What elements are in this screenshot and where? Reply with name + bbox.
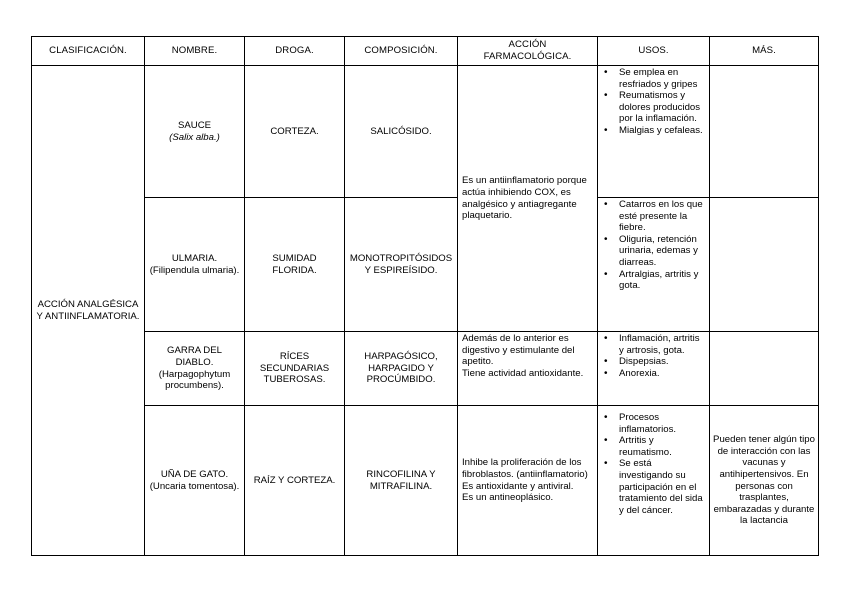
list-item: • Dispepsias. [602,356,705,368]
plant-classification-table [31,36,819,556]
uses-list [602,333,705,379]
plant-name-cell: UÑA DE GATO. (Uncaria tomentosa). [145,406,245,556]
list-item: • Se está investigando su participación en el tratamiento del sida y del cáncer. [602,458,705,516]
drug-cell: RAÍZ Y CORTEZA. [245,406,345,556]
list-item: • Artralgias, artritis y gota. [602,269,705,292]
list-item: • Se emplea en resfriados y gripes [602,67,705,90]
composition-cell: SALICÓSIDO. [345,66,458,198]
header-uses: USOS. [598,37,710,66]
more-cell [710,66,819,198]
uses-list [602,412,705,516]
drug-cell: SUMIDAD FLORIDA. [245,198,345,332]
header-row [32,37,819,66]
action-cell [458,406,598,556]
list-item: • Inflamación, artritis y artrosis, gota. [602,333,705,356]
uses-cell [598,198,710,332]
plant-scientific-name: (Salix alba.) [169,131,220,143]
action-line: Es antioxidante y antiviral. [462,480,574,492]
plant-name: SAUCE [177,119,212,131]
list-item: • Artritis y reumatismo. [602,435,705,458]
header-drug: DROGA. [245,37,345,66]
action-cell [458,332,598,406]
uses-list [602,199,705,292]
drug-cell: CORTEZA. [245,66,345,198]
table-row [32,198,819,332]
more-cell: Pueden tener algún tipo de interacción con las vacunas y antihipertensivos. En personas con trasplantes, embarazadas y durante la lactancia [710,406,819,556]
action-line: Es un antineoplásico. [462,492,554,504]
header-more: MÁS. [710,37,819,66]
uses-cell [598,332,710,406]
plant-name-cell: ULMARIA. (Filipendula ulmaria). [145,198,245,332]
list-item: • Mialgias y cefaleas. [602,125,705,137]
uses-cell [598,406,710,556]
list-item: • Reumatismos y dolores producidos por la inflamación. [602,90,705,125]
composition-cell: MONOTROPITÓSIDOS Y ESPIREÍSIDO. [345,198,458,332]
action-line: Inhibe la proliferación de los fibroblastos. (antiinflamatorio) [462,457,588,480]
composition-cell: RINCOFILINA Y MITRAFILINA. [345,406,458,556]
action-line: Tiene actividad antioxidante. [462,367,584,379]
composition-cell: HARPAGÓSICO, HARPAGIDO Y PROCÚMBIDO. [345,332,458,406]
table-row [32,332,819,406]
list-item: • Oliguria, retención urinaria, edemas y diarreas. [602,234,705,269]
table-row [32,406,819,556]
uses-cell [598,66,710,198]
shared-action-cell: Es un antiinflamatorio porque actúa inhibiendo COX, es analgésico y antiagregante plaquetario. [458,66,598,332]
plant-name-cell: GARRA DEL DIABLO. (Harpagophytum procumbens). [145,332,245,406]
list-item: • Catarros en los que esté presente la fiebre. [602,199,705,234]
header-name: NOMBRE. [145,37,245,66]
header-composition: COMPOSICIÓN. [345,37,458,66]
list-item: • Procesos inflamatorios. [602,412,705,435]
classification-cell: ACCIÓN ANALGÉSICA Y ANTIINFLAMATORIA. [32,66,145,556]
header-pharmacological-action: ACCIÓN FARMACOLÓGICA. [458,37,598,66]
plant-name-cell [145,66,245,198]
action-line: Además de lo anterior es digestivo y estimulante del apetito. [462,333,575,368]
more-cell [710,332,819,406]
drug-cell: RÍCES SECUNDARIAS TUBEROSAS. [245,332,345,406]
table-row [32,66,819,198]
uses-list [602,67,705,137]
header-classification: CLASIFICACIÓN. [32,37,145,66]
more-cell [710,198,819,332]
list-item: • Anorexia. [602,368,705,380]
